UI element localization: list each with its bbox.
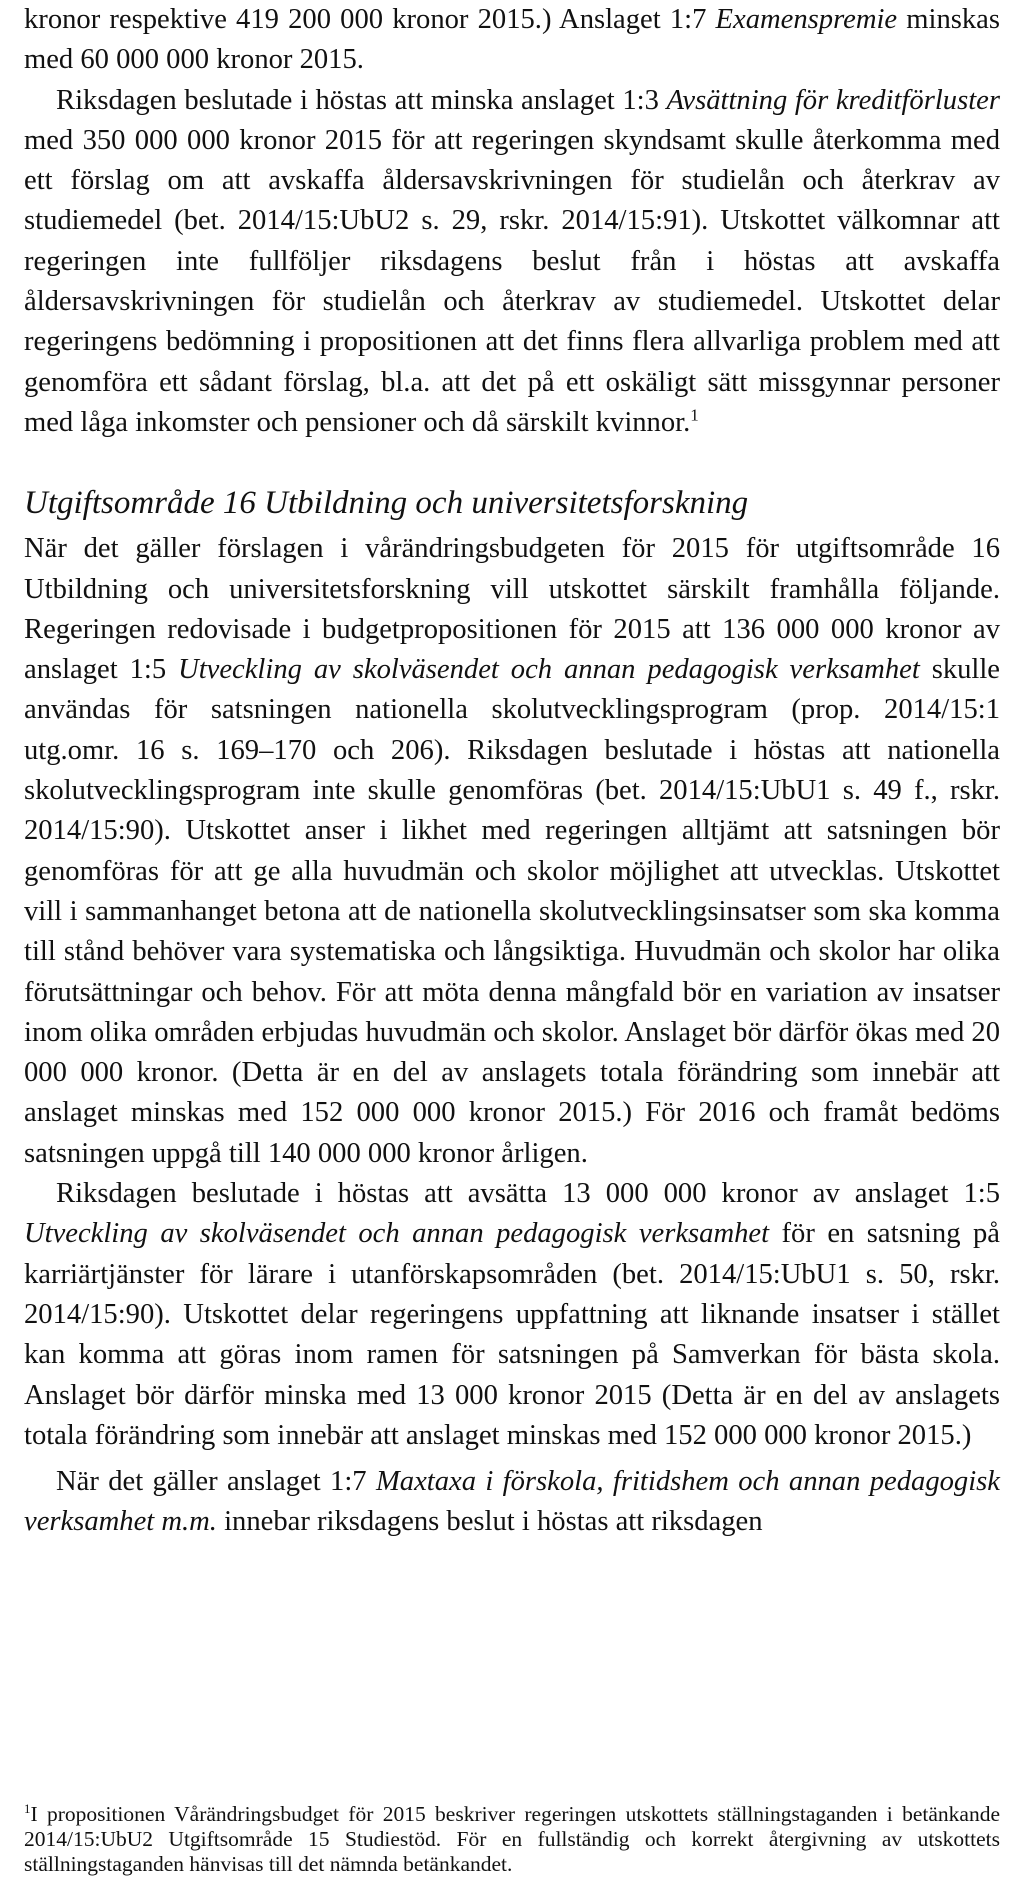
italic-text: Avsättning för kreditförluster — [666, 84, 1000, 116]
text-run: Riksdagen beslutade i höstas att avsätta 13 000 000 kronor av anslaget 1:5 — [56, 1178, 1000, 1210]
italic-text: Examenspremie — [715, 4, 898, 35]
paragraph-p2 — [24, 81, 1000, 444]
text-run: med 350 000 000 kronor 2015 för att regeringen skyndsamt skulle återkomma med ett förslag om att avskaffa åldersavskrivningen för studielån och återkrav av studiemedel (bet. 2014/15:UbU2 s. 29, rskr. 2014/15:91). Utskottet välkomnar att regeringen inte fullföljer riksdagens beslut från i höstas att avskaffa åldersavskrivningen för studielån och återkrav av studiemedel. Utskottet delar regeringens bedömning i propositionen att det finns flera allvarliga problem med att genomföra ett sådant förslag, bl.a. att det på ett oskäligt sätt missgynnar personer med låga inkomster och pensioner och då särskilt kvinnor. — [24, 124, 1000, 438]
text-run: Utgiftsområde 16 Utbildning och universitetsforskning — [24, 485, 749, 522]
italic-text: Maxtaxa i förskola, fritidshem och annan pedagogisk verksamhet m.m. — [24, 1466, 1000, 1538]
text-run: minskas med 60 000 000 kronor 2015. — [24, 4, 1000, 76]
paragraph-p5 — [24, 1462, 1000, 1543]
paragraph-p3 — [24, 529, 1000, 1174]
footnote-text: I propositionen Vårändringsbudget för 2015 beskriver regeringen utskottets ställningstaganden i betänkande 2014/15:UbU2 Utgiftsområde 15 Studiestöd. För en fullständig och korrekt återgivning av utskottets ställningstaganden hänvisas till det nämnda betänkandet. — [24, 1802, 1000, 1876]
text-run: Riksdagen beslutade i höstas att minska anslaget 1:3 — [56, 84, 667, 116]
footnote-reference: 1 — [690, 405, 699, 425]
text-run: skulle användas för satsningen nationella skolutvecklingsprogram (prop. 2014/15:1 utg.omr. 16 s. 169–170 och 206). Riksdagen beslutade i höstas att nationella skolutvecklingsprogram inte skulle genomföras (bet. 2014/15:UbU1 s. 49 f., rskr. 2014/15:90). Utskottet anser i likhet med regeringen alltjämt att satsningen bör genomföras för att ge alla huvudmän och skolor möjlighet att utvecklas. Utskottet vill i sammanhanget betona att de nationella skolutvecklingsinsatser som ska komma till stånd behöver vara systematiska och långsiktiga. Huvudmän och skolor har olika förutsättningar och behov. För att möta denna mångfald bör en variation av insatser inom olika områden erbjudas huvudmän och skolor. Anslaget bör därför ökas med 20 000 000 kronor. (Detta är en del av anslagets totala förändring som innebär att anslaget minskas med 152 000 000 kronor 2015.) För 2016 och framåt bedöms satsningen uppgå till 140 000 000 kronor årligen. — [24, 654, 1000, 1169]
footnote-1 — [24, 1802, 1000, 1877]
text-run: för en satsning på karriärtjänster för lärare i utanförskapsområden (bet. 2014/15:UbU1 s. 50, rskr. 2014/15:90). Utskottet delar regeringens uppfattning att liknande insatser i stället kan komma att göras inom ramen för satsningen på Samverkan för bästa skola. Anslaget bör därför minska med 13 000 kronor 2015 (Detta är en del av anslagets totala förändring som innebär att anslaget minskas med 152 000 000 kronor 2015.) — [24, 1218, 1000, 1451]
footnote-marker: 1 — [24, 1801, 31, 1816]
body-text — [24, 0, 1000, 1543]
paragraph-p4 — [24, 1174, 1000, 1456]
text-run: innebar riksdagens beslut i höstas att riksdagen — [216, 1506, 763, 1538]
italic-text: Utveckling av skolväsendet och annan pedagogisk verksamhet — [178, 654, 920, 686]
footnote-area — [24, 1802, 1000, 1877]
text-run: kronor respektive 419 200 000 kronor 2015.) Anslaget 1:7 — [24, 4, 716, 35]
text-run: När det gäller förslagen i vårändringsbudgeten för 2015 för utgiftsområde 16 Utbildning och universitetsforskning vill utskottet särskilt framhålla följande. Regeringen redovisade i budgetpropositionen för 2015 att 136 000 000 kronor av anslaget 1:5 — [24, 533, 1000, 686]
section-heading — [24, 483, 1000, 523]
paragraph-p1 — [24, 0, 1000, 81]
text-run: När det gäller anslaget 1:7 — [56, 1466, 376, 1498]
italic-text: Utveckling av skolväsendet och annan pedagogisk verksamhet — [24, 1218, 770, 1250]
